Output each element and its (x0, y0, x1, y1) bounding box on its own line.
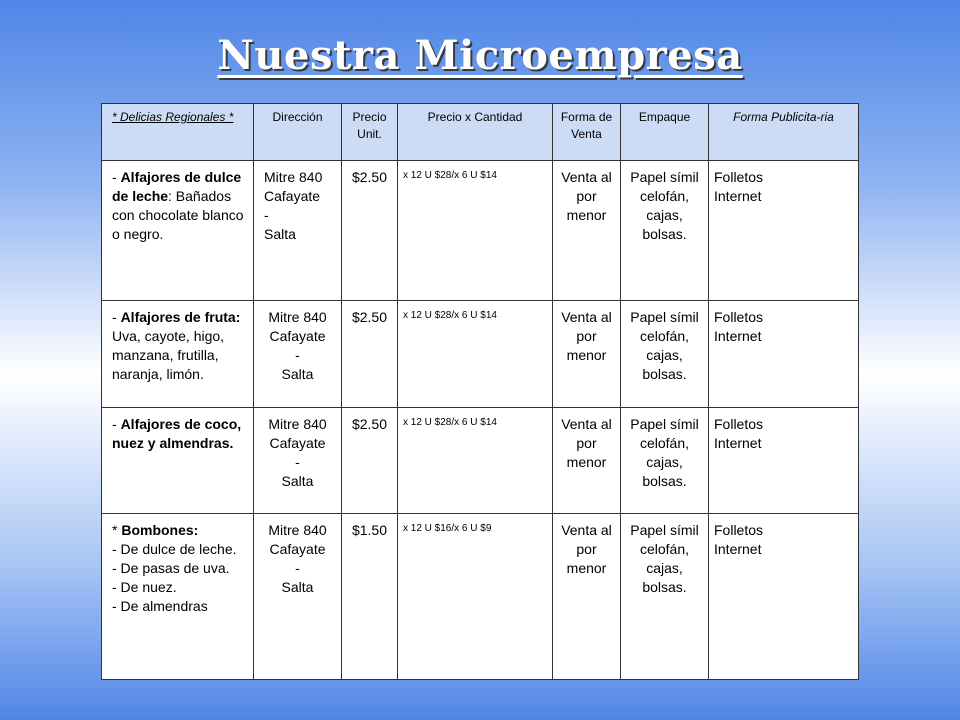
precio-unit-cell: $2.50 (342, 301, 398, 408)
forma-venta-cell: Venta al por menor (553, 161, 621, 301)
product-cell (102, 301, 254, 408)
publicidad-internet: Internet (714, 435, 762, 451)
page-title: Nuestra Microempresa (217, 32, 743, 79)
precio-cantidad-cell: x 12 U $16/x 6 U $9 (398, 514, 553, 680)
direccion-city: Cafayate (269, 541, 326, 557)
table-row (102, 301, 859, 408)
list-item: - De dulce de leche. (112, 541, 237, 557)
product-cell (102, 408, 254, 514)
empaque-cell: Papel símil celofán, cajas, bolsas. (621, 161, 709, 301)
direccion-province: Salta (264, 226, 296, 242)
header-empaque: Empaque (621, 104, 709, 161)
header-precio-unit: Precio Unit. (342, 104, 398, 161)
direccion-cell (254, 514, 342, 680)
publicidad-internet: Internet (714, 188, 762, 204)
publicidad-cell (709, 408, 859, 514)
product-description: Uva, cayote, higo, manzana, frutilla, naranja, limón. (112, 328, 225, 382)
header-producto: * Delicias Regionales * (102, 104, 254, 161)
empaque-cell: Papel símil celofán, cajas, bolsas. (621, 301, 709, 408)
precio-unit-cell: $2.50 (342, 161, 398, 301)
product-name: Bombones: (121, 522, 199, 538)
publicidad-folletos: Folletos (714, 416, 764, 432)
product-prefix: * (112, 522, 122, 538)
direccion-separator: - (264, 207, 269, 223)
publicidad-internet: Internet (714, 541, 762, 557)
forma-venta-cell: Venta al por menor (553, 514, 621, 680)
product-cell (102, 161, 254, 301)
header-forma-publicitaria: Forma Publicita-ria (709, 104, 859, 161)
table-row (102, 161, 859, 301)
forma-venta-cell: Venta al por menor (553, 408, 621, 514)
direccion-city: Cafayate (264, 188, 321, 204)
table-row (102, 514, 859, 680)
header-precio-cantidad: Precio x Cantidad (398, 104, 553, 161)
publicidad-folletos: Folletos (714, 169, 764, 185)
product-heading (112, 521, 248, 540)
direccion-cell (254, 161, 342, 301)
header-direccion: Dirección (254, 104, 342, 161)
direccion-cell (254, 408, 342, 514)
direccion-separator: - (295, 454, 300, 470)
product-cell (102, 514, 254, 680)
empaque-cell: Papel símil celofán, cajas, bolsas. (621, 514, 709, 680)
direccion-city: Cafayate (269, 435, 326, 451)
product-name: Alfajores de dulce de leche (112, 169, 242, 204)
precio-cantidad-cell: x 12 U $28/x 6 U $14 (398, 301, 553, 408)
list-item: - De nuez. (112, 579, 177, 595)
list-item: - De pasas de uva. (112, 560, 230, 576)
precio-unit-cell: $2.50 (342, 408, 398, 514)
direccion-province: Salta (281, 579, 314, 595)
direccion-street: Mitre 840 (268, 416, 327, 432)
product-prefix: - (112, 416, 121, 432)
direccion-province: Salta (281, 473, 314, 489)
direccion-separator: - (295, 347, 300, 363)
direccion-city: Cafayate (269, 328, 326, 344)
products-table (101, 103, 859, 680)
list-item: - De almendras (112, 598, 208, 614)
direccion-separator: - (295, 560, 300, 576)
product-name: Alfajores de coco, nuez y almendras. (112, 416, 242, 451)
publicidad-cell (709, 161, 859, 301)
publicidad-cell (709, 514, 859, 680)
table-header-row (102, 104, 859, 161)
publicidad-folletos: Folletos (714, 522, 764, 538)
direccion-street: Mitre 840 (268, 309, 327, 325)
direccion-street: Mitre 840 (268, 522, 327, 538)
publicidad-cell (709, 301, 859, 408)
table-row (102, 408, 859, 514)
direccion-street: Mitre 840 (264, 169, 323, 185)
forma-venta-cell: Venta al por menor (553, 301, 621, 408)
publicidad-folletos: Folletos (714, 309, 764, 325)
product-name: Alfajores de fruta: (120, 309, 241, 325)
direccion-province: Salta (281, 366, 314, 382)
precio-cantidad-cell: x 12 U $28/x 6 U $14 (398, 161, 553, 301)
precio-unit-cell: $1.50 (342, 514, 398, 680)
product-prefix: - (112, 309, 121, 325)
precio-cantidad-cell: x 12 U $28/x 6 U $14 (398, 408, 553, 514)
empaque-cell: Papel símil celofán, cajas, bolsas. (621, 408, 709, 514)
product-description: : Bañados con chocolate blanco o negro. (112, 188, 244, 242)
direccion-cell (254, 301, 342, 408)
publicidad-internet: Internet (714, 328, 762, 344)
header-forma-venta: Forma de Venta (553, 104, 621, 161)
product-prefix: - (112, 169, 121, 185)
